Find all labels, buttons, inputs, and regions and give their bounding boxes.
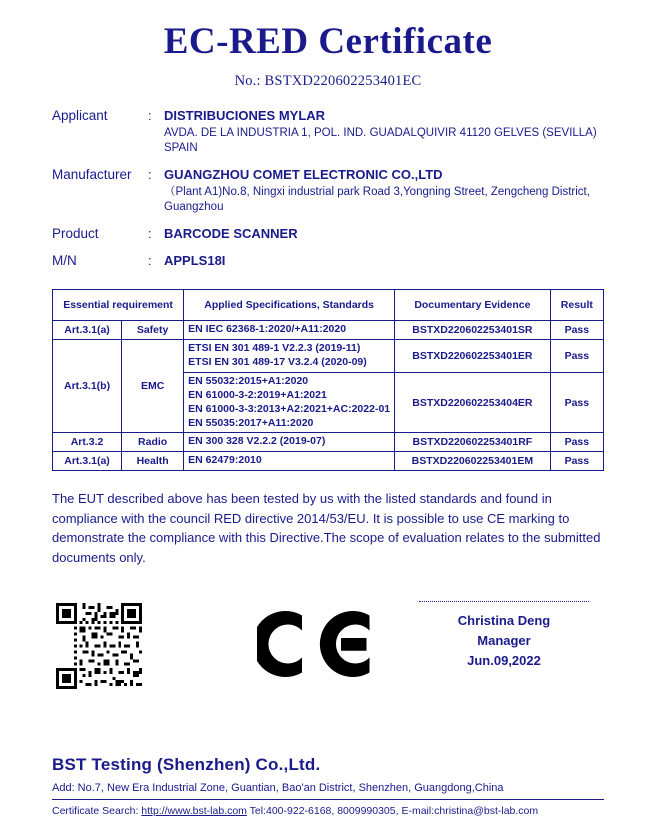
model-row	[52, 253, 604, 269]
spacer	[52, 158, 604, 167]
product-label: Product	[52, 225, 99, 241]
signer-name: Christina Deng	[457, 613, 551, 629]
footer-search-line	[52, 805, 604, 817]
table-row	[53, 433, 604, 452]
spacer	[52, 217, 604, 226]
applicant-colon: :	[148, 107, 152, 123]
row-result: Pass	[550, 340, 603, 373]
signature-date: Jun.09,2022	[467, 653, 541, 669]
manufacturer-name: GUANGZHOU COMET ELECTRONIC CO.,LTD	[164, 166, 443, 182]
applicant-label: Applicant	[52, 107, 108, 123]
row-result: Pass	[550, 321, 603, 340]
row-result: Pass	[550, 433, 603, 452]
applicant-address: AVDA. DE LA INDUSTRIA 1, POL. IND. GUADALQUIVIR 41120 GELVES (SEVILLA) SPAIN	[164, 126, 597, 154]
marks-section	[52, 601, 604, 719]
ce-mark	[257, 605, 377, 683]
certificate-number: No.: BSTXD220602253401EC	[234, 72, 422, 89]
footer	[0, 755, 656, 817]
header-evidence: Documentary Evidence	[395, 290, 551, 321]
signature-rule	[419, 601, 589, 603]
row-article: Art.3.2	[53, 433, 122, 452]
qr-code	[56, 603, 142, 689]
certificate-page	[0, 22, 656, 835]
model-value: APPLS18I	[164, 253, 226, 269]
row-standards	[184, 373, 395, 433]
table-row	[53, 340, 604, 373]
row-article: Art.3.1(a)	[53, 321, 122, 340]
spacer	[52, 244, 604, 253]
standard-line: ETSI EN 301 489-17 V3.2.4 (2020-09)	[188, 356, 367, 369]
row-standards	[184, 433, 395, 452]
applicant-row	[52, 108, 604, 156]
row-category: EMC	[122, 340, 184, 433]
info-block	[0, 108, 656, 270]
standard-line: EN 300 328 V2.2.2 (2019-07)	[188, 435, 326, 448]
row-evidence: BSTXD220602253401RF	[395, 433, 551, 452]
table-row	[53, 452, 604, 471]
table-body	[53, 321, 604, 471]
standard-line: EN 62479:2010	[188, 454, 262, 467]
manufacturer-colon: :	[148, 166, 152, 182]
applicant-value	[164, 108, 604, 156]
manufacturer-value	[164, 167, 604, 215]
row-category: Radio	[122, 433, 184, 452]
manufacturer-label: Manufacturer	[52, 166, 132, 182]
header-result: Result	[550, 290, 603, 321]
standard-line: EN 55035:2017+A11:2020	[188, 416, 314, 429]
standard-line: EN 61000-3-3:2013+A2:2021+AC:2022-01	[188, 402, 391, 415]
standards-table	[52, 289, 604, 471]
signer-role: Manager	[477, 633, 531, 649]
row-standards	[184, 452, 395, 471]
table-head	[53, 290, 604, 321]
applicant-name: DISTRIBUCIONES MYLAR	[164, 107, 326, 123]
standard-line: EN 55032:2015+A1:2020	[188, 375, 309, 388]
product-value: BARCODE SCANNER	[164, 225, 298, 241]
model-colon: :	[148, 253, 152, 269]
footer-company-name: BST Testing (Shenzhen) Co.,Ltd.	[52, 755, 321, 774]
header-standards: Applied Specifications, Standards	[184, 290, 395, 321]
manufacturer-address: （Plant A1)No.8, Ningxi industrial park Road 3,Yongning Street, Zengcheng District, Guangzhou	[164, 186, 590, 213]
footer-contact: Tel:400-922-6168, 8009990305, E-mail:christina@bst-lab.com	[249, 805, 539, 817]
standard-line: EN 61000-3-2:2019+A1:2021	[188, 388, 327, 401]
model-label: M/N	[52, 253, 77, 269]
row-article: Art.3.1(a)	[53, 452, 122, 471]
footer-website-link[interactable]: http://www.bst-lab.com	[141, 805, 247, 817]
row-standards	[184, 321, 395, 340]
manufacturer-row	[52, 167, 604, 215]
row-evidence: BSTXD220602253401ER	[395, 340, 551, 373]
compliance-statement: The EUT described above has been tested by us with the listed standards and found in compliance with the council RED directive 2014/53/EU. It is possible to use CE marking to demonstrate the compliance with this Directive.The scope of evaluation relates to the submitted documents only.	[52, 491, 601, 565]
footer-address: Add: No.7, New Era Industrial Zone, Guantian, Bao'an District, Shenzhen, Guangdong,China	[52, 782, 504, 794]
row-category: Safety	[122, 321, 184, 340]
product-row	[52, 226, 604, 242]
footer-search-label: Certificate Search:	[52, 805, 139, 817]
standard-line: ETSI EN 301 489-1 V2.2.3 (2019-11)	[188, 342, 361, 355]
row-article: Art.3.1(b)	[53, 340, 122, 433]
row-category: Health	[122, 452, 184, 471]
product-colon: :	[148, 225, 152, 241]
row-standards	[184, 340, 395, 373]
page-title: EC-RED Certificate	[163, 21, 493, 62]
row-evidence: BSTXD220602253401EM	[395, 452, 551, 471]
standard-line: EN IEC 62368-1:2020/+A11:2020	[188, 323, 347, 336]
footer-divider	[52, 799, 604, 800]
row-result: Pass	[550, 452, 603, 471]
signature-block	[404, 601, 604, 671]
row-evidence: BSTXD220602253404ER	[395, 373, 551, 433]
header-requirement: Essential requirement	[53, 290, 184, 321]
row-evidence: BSTXD220602253401SR	[395, 321, 551, 340]
table-row	[53, 321, 604, 340]
standards-table-wrapper	[52, 289, 604, 471]
table-header-row	[53, 290, 604, 321]
row-result: Pass	[550, 373, 603, 433]
